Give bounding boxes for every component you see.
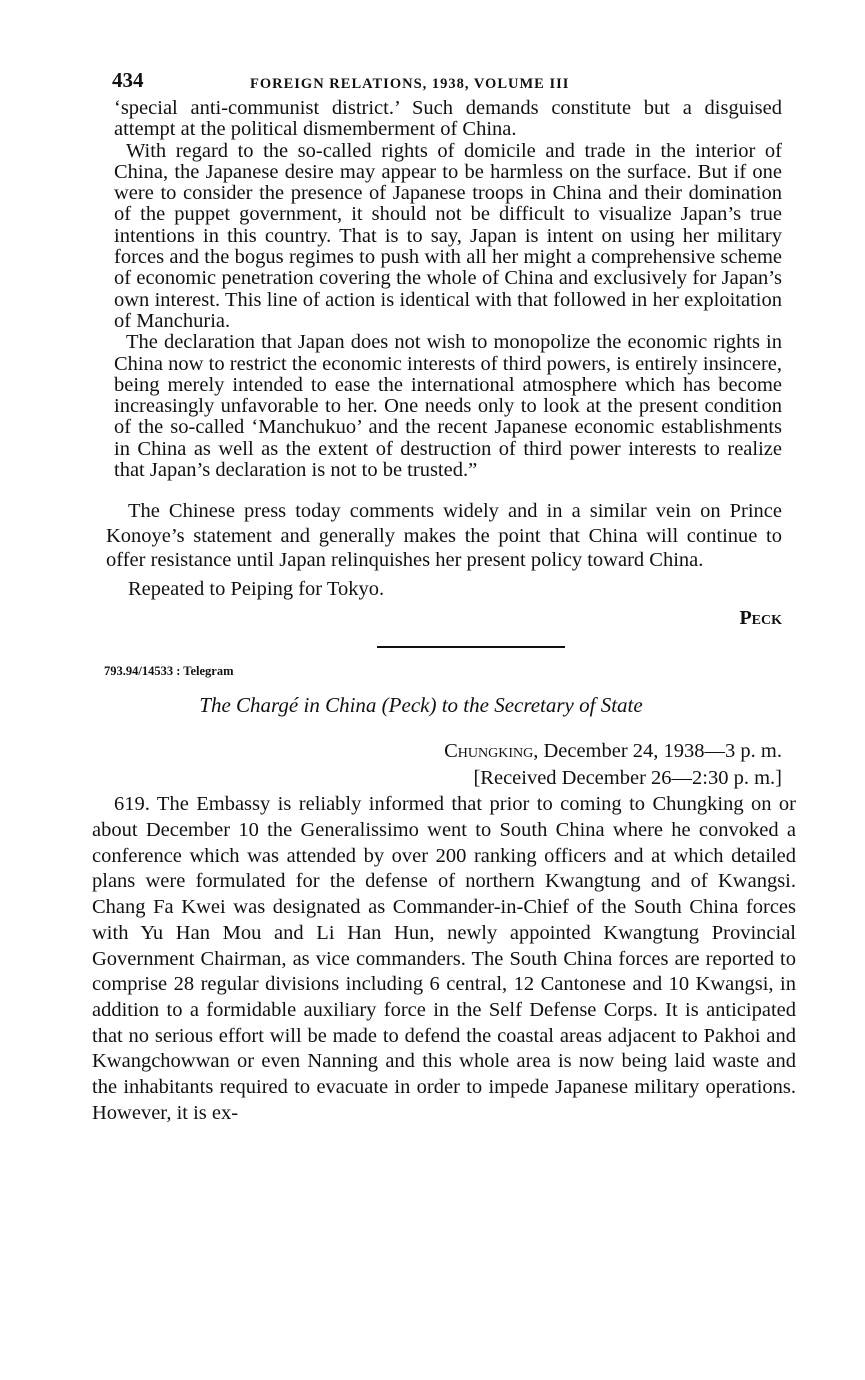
document-title: The Chargé in China (Peck) to the Secretary of State — [199, 693, 643, 718]
telegram-paragraph: 619. The Embassy is reliably informed that prior to coming to Chungking on or about December 10 the Generalissimo went to South China where he convoked a conference which was attended by over 200 ranking officers and at which detailed plans were formulated for the defense of northern Kwangtung and of Kwangsi. Chang Fa Kwei was designated as Commander-in-Chief of the South China forces with Yu Han Mou and Li Han Hun, newly appointed Kwangtung Provincial Government Chairman, as vice commanders. The South China forces are reported to comprise 28 regular divisions including 6 central, 12 Cantonese and 10 Kwangsi, in addition to a formidable auxiliary force in the Self Defense Corps. It is anticipated that no serious effort will be made to defend the coastal areas adjacent to Pakhoi and Kwangchowwan or even Nanning and this whole area is now being laid waste and the inhabitants required to evacuate in order to impede Japanese military operations. However, it is ex- — [92, 793, 796, 1124]
running-head-title: FOREIGN RELATIONS, 1938, VOLUME III — [250, 76, 570, 92]
signature: Peck — [739, 607, 782, 630]
commentary — [106, 499, 782, 601]
quote-paragraph: The declaration that Japan does not wish to monopolize the economic rights in China now to restrict the economic interests of third powers, is entirely insincere, being merely intended to ease the international atmosphere which has become increasingly unfavorable to her. One needs only to look at the present condition of the so-called ‘Manchukuo’ and the recent Japanese economic establishments in China as well as the extent of destruction of third power interests to realize that Japan’s declaration is not to be trusted.” — [114, 331, 782, 482]
telegram-text — [92, 792, 796, 1126]
body-paragraph: Repeated to Peiping for Tokyo. — [128, 577, 385, 600]
quote-paragraph: ‘special anti-communist district.’ Such demands constitute but a disguised attempt at the political dismemberment of China. — [114, 97, 782, 141]
body-paragraph: The Chinese press today comments widely and in a similar vein on Prince Konoye’s statement and generally makes the point that China will continue to offer resistance until Japan relinquishes her present policy toward China. — [106, 500, 782, 572]
section-divider — [377, 646, 565, 648]
quote-paragraph: With regard to the so-called rights of domicile and trade in the interior of China, the Japanese desire may appear to be harmless on the surface. But if one were to consider the presence of Japanese troops in China and their domination of the puppet government, it should not be difficult to visualize Japan’s true intentions in this country. That is to say, Japan is intent on using her military forces and the bogus regimes to push with all her might a comprehensive scheme of economic penetration covering the whole of China and exclusively for Japan’s own interest. This line of action is identical with that followed in her exploitation of Manchuria. — [114, 139, 782, 332]
document-page — [92, 68, 796, 1126]
received-line: [Received December 26—2:30 p. m.] — [473, 767, 782, 790]
dateline-place: Chungking, — [444, 740, 539, 763]
quoted-statement — [114, 98, 782, 481]
file-reference: 793.94/14533 : Telegram — [104, 664, 234, 679]
dateline-date: December 24, 1938—3 p. m. — [543, 740, 782, 763]
running-head — [100, 68, 782, 98]
dateline — [100, 738, 782, 792]
page-number: 434 — [112, 68, 144, 92]
